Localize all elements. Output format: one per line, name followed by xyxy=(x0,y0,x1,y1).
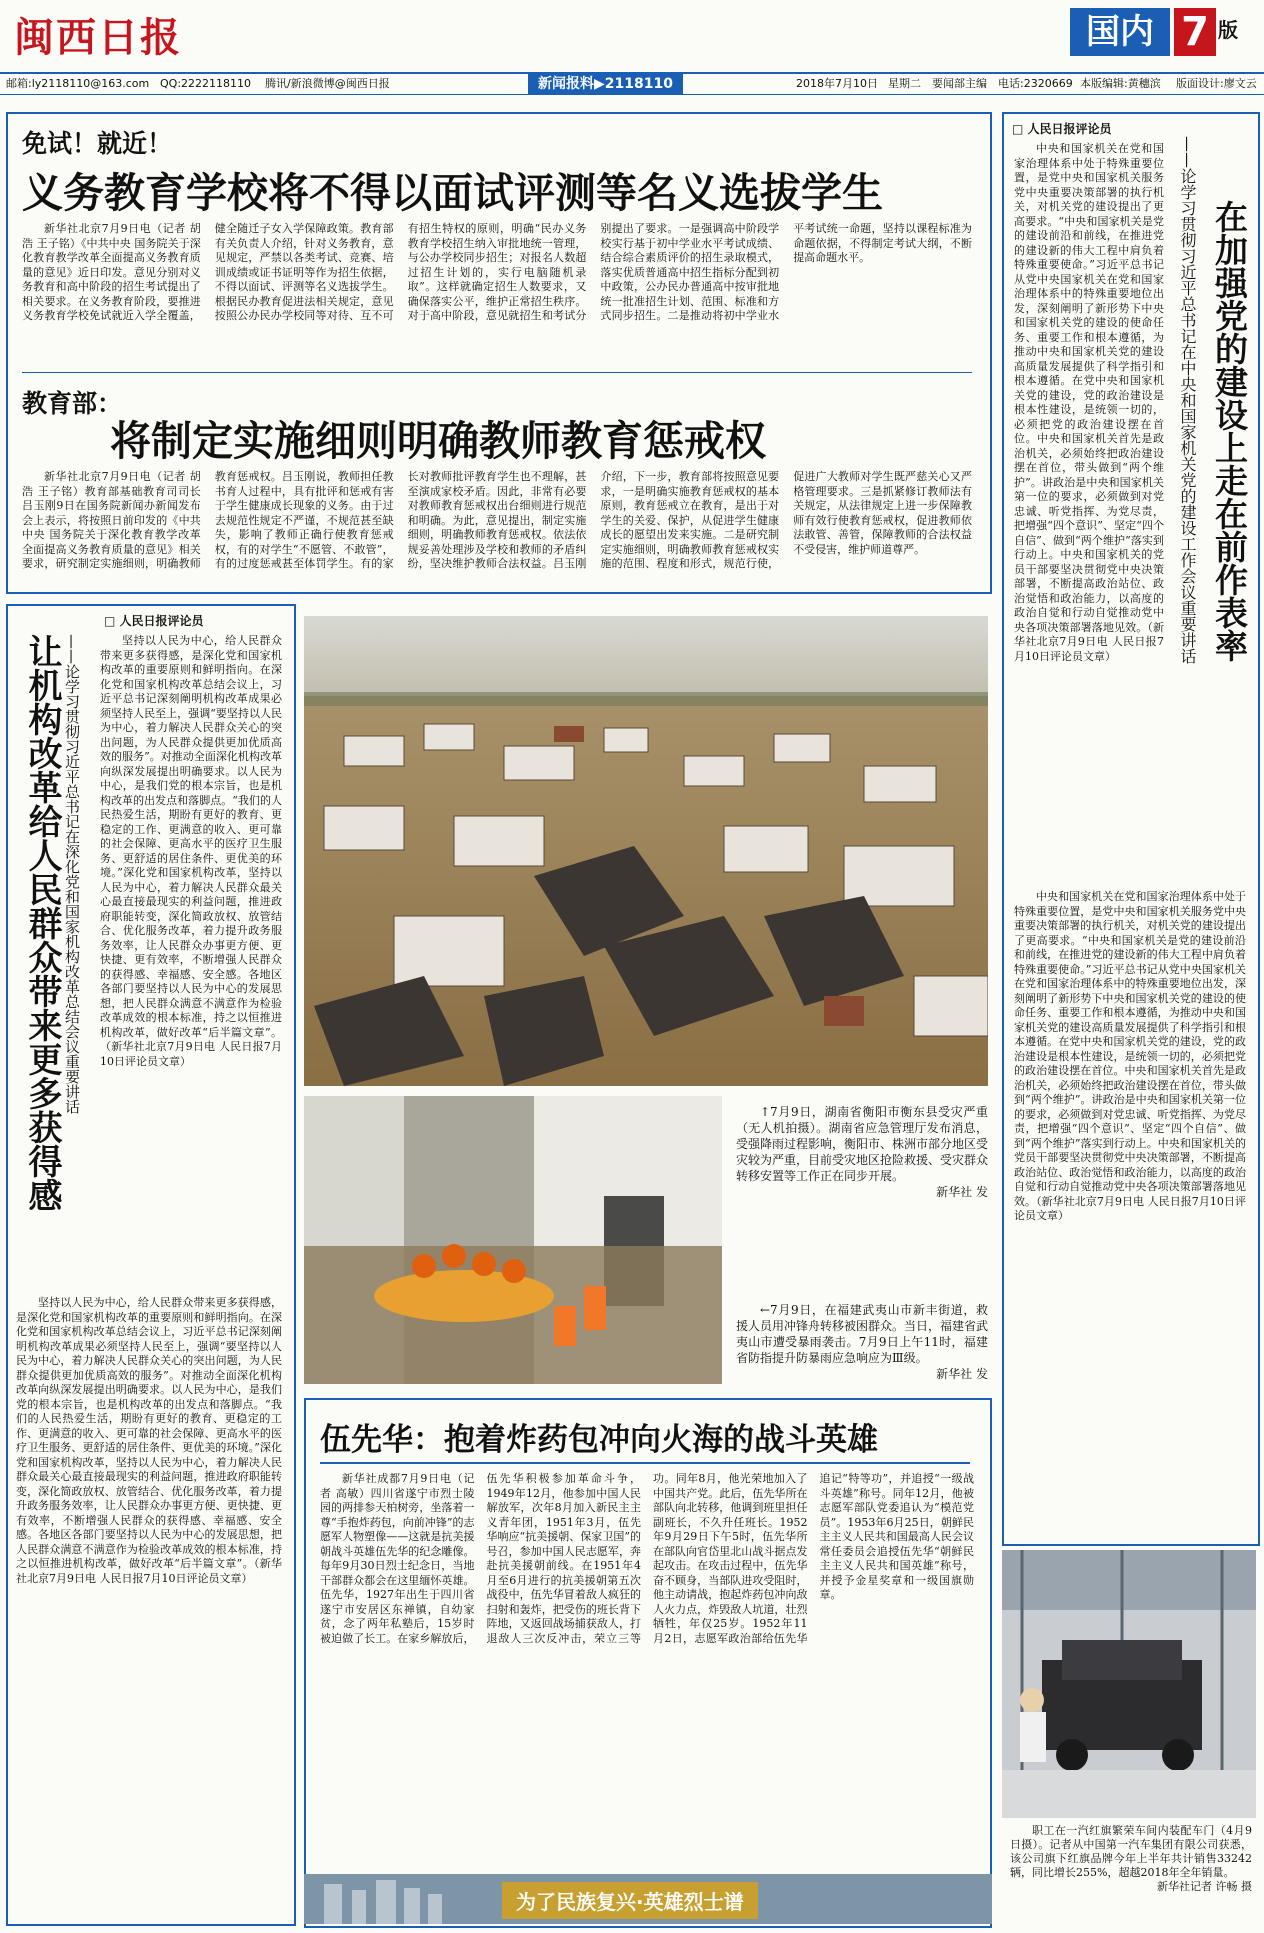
article3-subhead: ——论学习贯彻习近平总书记在中央和国家机关党的建设工作会议重要讲话 xyxy=(1178,136,1197,664)
article1-headline: 义务教育学校将不得以面试评测等名义选拔学生 xyxy=(22,169,883,217)
editor-text: 本版编辑:黄穗滨 xyxy=(1080,77,1161,90)
flood-credit: 新华社 发 xyxy=(936,1185,988,1199)
article1-paragraph: 新华社北京7月9日电（记者 胡浩 王子铭）《中共中央 国务院关于深化教育教学改革全面提高义务教育质量的意见》近日印发。意见分别对义务教育和高中阶段的招生考试提出了相关要求。在义务教育阶段，要推进义务教育学校免试就近入学全覆盖，健全随迁子女入学保障政策。教育部有关负责人介绍，针对义务教育，意见规定，严禁以各类考试、竞赛、培训成绩或证书证明等作为招生依据，不得以面试、评测等名义选拔学生。根据民办教育促进法相关规定，意见按照公办民办学校同等对待、互不可有招生特权的原则，明确“民办义务教育学校招生纳入审批地统一管理，与公办学校同步招生；对报名人数超过招生计划的，实行电脑随机录取”。这样就确定招生人数要求，又确保落实公平，维护正常招生秩序。对于高中阶段，意见就招生和考试分别提出了要求。一是强调高中阶段学校实行基于初中学业水平考试成绩、结合综合素质评价的招生录取模式，落实优质普通高中招生指标分配到初中政策，公办民办普通高中按审批地统一批准招生计划、范围、标准和方式同步招生。二是推动将初中学业水平考试统一命题，坚持以课程标准为命题依据，不得制定考试大纲，不断提高命题水平。 xyxy=(22,222,972,322)
article4-tag: □ 人民日报评论员 xyxy=(104,614,204,628)
article4-paragraph: 坚持以人民为中心，给人民群众带来更多获得感，是深化党和国家机构改革的重要原则和鲜明指向。在深化党和国家机构改革总结会议上，习近平总书记深刻阐明机构改革成果必须坚持人民至上，强调“要坚持以人民为中心，着力解决人民群众关心的突出问题，为人民群众提供更加优质高效的服务”。对推动全面深化机构改革向纵深发展提出明确要求。以人民为中心，是我们党的根本宗旨，也是机构改革的出发点和落脚点。“我们的人民热爱生活，期盼有更好的教育、更稳定的工作、更满意的收入、更可靠的社会保障、更高水平的医疗卫生服务、更舒适的居住条件、更优美的环境。”深化党和国家机构改革，坚持以人民为中心，着力解决人民群众最关心最直接最现实的利益问题，推进政府职能转变，深化简政放权、放管结合、优化服务改革，着力提升政务服务效率，让人民群众办事更方便、更快捷、更有效率，不断增强人民群众的获得感、幸福感、安全感。各地区各部门要坚持以人民为中心的发展思想，把人民群众满意不满意作为检验改革成效的根本标准，持之以恒推进机构改革，做好改革“后半篇文章”。（新华社北京7月9日电 人民日报7月10日评论员文章） xyxy=(100,634,282,1068)
dept-text: 要闻部主编 xyxy=(932,77,987,90)
article3-paragraph-cont: 中央和国家机关在党和国家治理体系中处于特殊重要位置，是党中央和国家机关服务党中央重要决策部署的执行机关，对机关党的建设提出了更高要求。“中央和国家机关是党的建设前沿和前线，在推进党的建设新的伟大工程中肩负着特殊重要使命。”习近平总书记从党中央国家机关在党和国家治理体系中的特殊重要地位出发，深刻阐明了新形势下中央和国家机关党的建设的使命任务、重要工作和根本遵循，为推动中央和国家机关党的建设高质量发展提供了科学指引和根本遵循。在党中央和国家机关党的建设，党的政治建设是根本性建设，是统领一切的，必须把党的政治建设摆在首位。中央和国家机关首先是政治机关，必须始终把政治建设摆在首位，带头做到“两个维护”。讲政治是中央和国家机关第一位的要求，必须做到对党忠诚、听党指挥、为党尽责，把增强“四个意识”、坚定“四个自信”、做到“两个维护”落实到行动上。中央和国家机关的党员干部要坚决贯彻党中央决策部署，不断提高政治站位、政治觉悟和政治能力，以高度的政治自觉和行动自觉推动党中央各项决策部署落地见效。（新华社北京7月9日电 人民日报7月10日评论员文章） xyxy=(1014,890,1246,1222)
article4-body-top xyxy=(100,634,282,1288)
factory-photo xyxy=(1002,1550,1256,1818)
article3-headline: 在加强党的建设上走在前作表率 xyxy=(1210,200,1249,662)
article4-body-bottom xyxy=(16,1296,282,1916)
article3-tag: □ 人民日报评论员 xyxy=(1012,122,1112,136)
article4-headline: 让机构改革给人民群众带来更多获得感 xyxy=(22,634,62,1212)
factory-credit: 新华社记者 许畅 摄 xyxy=(1157,1880,1252,1893)
weekday-text: 星期二 xyxy=(888,77,921,90)
series-banner: 为了民族复兴·英雄烈士谱 xyxy=(502,1882,758,1919)
weibo-text: 腾讯/新浪微博@闽西日报 xyxy=(265,77,390,90)
article5-body xyxy=(320,1472,974,1864)
factory-caption xyxy=(1010,1824,1252,1894)
rescue-caption xyxy=(736,1302,988,1382)
article4-subhead: ——论学习贯彻习近平总书记在深化党和国家机构改革总结会议重要讲话 xyxy=(63,634,81,1114)
info-bar xyxy=(0,72,1264,95)
article2-headline: 将制定实施细则明确教师教育惩戒权 xyxy=(110,417,766,465)
rescue-photo xyxy=(304,1096,722,1384)
hero-divider xyxy=(320,1462,970,1464)
qq-text: QQ:2222118110 xyxy=(160,77,252,90)
flood-aerial-image xyxy=(304,616,988,1086)
article3-paragraph: 中央和国家机关在党和国家治理体系中处于特殊重要位置，是党中央和国家机关服务党中央重要决策部署的执行机关，对机关党的建设提出了更高要求。“中央和国家机关是党的建设前沿和前线，在推进党的建设新的伟大工程中肩负着特殊重要使命。”习近平总书记从党中央国家机关在党和国家治理体系中的特殊重要地位出发，深刻阐明了新形势下中央和国家机关党的建设的使命任务、重要工作和根本遵循，为推动中央和国家机关党的建设高质量发展提供了科学指引和根本遵循。在党中央和国家机关党的建设，党的政治建设是根本性建设，是统领一切的，必须把党的政治建设摆在首位。中央和国家机关首先是政治机关，必须始终把政治建设摆在首位，带头做到“两个维护”。讲政治是中央和国家机关第一位的要求，必须做到对党忠诚、听党指挥、为党尽责，把增强“四个意识”、坚定“四个自信”、做到“两个维护”落实到行动上。中央和国家机关的党员干部要坚决贯彻党中央决策部署，不断提高政治站位、政治觉悟和政治能力，以高度的政治自觉和行动自觉推动党中央各项决策部署落地见效。（新华社北京7月9日电 人民日报7月10日评论员文章） xyxy=(1014,142,1164,663)
article2-kicker: 教育部： xyxy=(22,389,123,418)
article4-paragraph-cont: 坚持以人民为中心，给人民群众带来更多获得感，是深化党和国家机构改革的重要原则和鲜明指向。在深化党和国家机构改革总结会议上，习近平总书记深刻阐明机构改革成果必须坚持人民至上，强调“要坚持以人民为中心，着力解决人民群众关心的突出问题，为人民群众提供更加优质高效的服务”。对推动全面深化机构改革向纵深发展提出明确要求。以人民为中心，是我们党的根本宗旨，也是机构改革的出发点和落脚点。“我们的人民热爱生活，期盼有更好的教育、更稳定的工作、更满意的收入、更可靠的社会保障、更高水平的医疗卫生服务、更舒适的居住条件、更优美的环境。”深化党和国家机构改革，坚持以人民为中心，着力解决人民群众最关心最直接最现实的利益问题，推进政府职能转变，深化简政放权、放管结合、优化服务改革，着力提升政务服务效率，让人民群众办事更方便、更快捷、更有效率，不断增强人民群众的获得感、幸福感、安全感。各地区各部门要坚持以人民为中心的发展思想，把人民群众满意不满意作为检验改革成效的根本标准，持之以恒推进机构改革，做好改革“后半篇文章”。（新华社北京7月9日电 人民日报7月10日评论员文章） xyxy=(16,1296,282,1585)
page-number: 7 xyxy=(1174,8,1216,56)
factory-caption-text: 职工在一汽红旗繁荣车间内装配车门（4月9日摄）。记者从中国第一汽车集团有限公司获悉，该公司旗下红旗品牌今年上半年共计销售33242辆，同比增长255%，超越2018年全年销量。 xyxy=(1010,1824,1252,1879)
section-label: 国内 xyxy=(1070,8,1170,56)
article1-body xyxy=(22,222,972,366)
divider xyxy=(22,372,972,373)
article3-body-top xyxy=(1014,142,1164,882)
rescue-caption-text: ←7月9日，在福建武夷山市新丰街道，救援人员用冲锋舟转移被困群众。当日，福建省武夷山市遭受暴雨袭击。7月9日上午11时，福建省防指提升防暴雨应急响应为Ⅲ级。 xyxy=(736,1303,989,1365)
hotline-badge: 新闻报料▶2118110 xyxy=(528,74,683,94)
article3-body-bottom xyxy=(1014,890,1246,1534)
article1-kicker: 免试！就近！ xyxy=(22,129,173,158)
flood-caption xyxy=(736,1104,988,1200)
article2-body xyxy=(22,470,972,584)
rescue-credit: 新华社 发 xyxy=(936,1367,988,1381)
newspaper-logo: 闽西日报 xyxy=(14,14,182,61)
designer-text: 版面设计:廖文云 xyxy=(1176,77,1257,90)
flood-aerial-photo xyxy=(304,616,988,1086)
flood-caption-text: ↑7月9日，湖南省衡阳市衡东县受灾严重（无人机拍摄）。湖南省应急管理厅发布消息，受强降雨过程影响，衡阳市、株洲市部分地区受灾较为严重，目前受灾地区抢险救援、受灾群众转移安置等工作正在同步开展。 xyxy=(736,1105,989,1183)
email-text: 邮箱:ly2118110@163.com xyxy=(6,77,150,90)
rescue-image xyxy=(304,1096,722,1384)
article2-paragraph: 新华社北京7月9日电（记者 胡浩 王子铭）教育部基础教育司司长吕玉刚9日在国务院新闻办新闻发布会上表示，将按照日前印发的《中共中央 国务院关于深化教育教学改革全面提高义务教育质量的意见》相关要求，研究制定实施细则，明确教师教育惩戒权。吕玉刚说，教师担任教书育人过程中，具有批评和惩戒有害于学生健康成长现象的义务。由于过去规范性规定不严谨，不规范甚至缺失，影响了教师正确行使教育惩戒权，有的对学生“不愿管、不敢管”，有的过度惩戒甚至体罚学生。有的家长对教师批评教育学生也不理解，甚至演成家校矛盾。因此，非常有必要对教师教育惩戒权出台细则进行规范和明确。为此，意见提出，制定实施细则，明确教师教育惩戒权。依法依规妥善处理涉及学校和教师的矛盾纠纷，坚决维护教师合法权益。吕玉刚介绍，下一步，教育部将按照意见要求，一是明确实施教育惩戒权的基本原则，教育惩戒立在教育，是出于对学生的关爱、保护，从促进学生健康成长的愿望出发来实施。二是研究制定实施细则，明确教师教育惩戒权实施的范围、程度和形式，规范行使，促进广大教师对学生既严慈关心又严格管理要求。三是抓紧修订教师法有关规定，从法律规定上进一步保障教师有效行使教育惩戒权，促进教师依法敢管、善管，保障教师的合法权益不受侵害，维护师道尊严。 xyxy=(22,470,972,570)
article5-headline: 伍先华：抱着炸药包冲向火海的战斗英雄 xyxy=(320,1422,878,1458)
phone-text: 电话:2320669 xyxy=(998,77,1073,90)
date-text: 2018年7月10日 xyxy=(796,77,878,90)
article5-paragraph: 新华社成都7月9日电（记者 高敏）四川省遂宁市烈士陵园的两排参天柏树旁，坐落着一尊“手抱炸药包，向前冲锋”的志愿军人物塑像——这就是抗美援朝战斗英雄伍先华的纪念雕像。每年9月30日烈士纪念日，当地干部群众都会在这里缅怀英雄。伍先华，1927年出生于四川省遂宁市安居区东禅镇，自幼家贫，念了两年私塾后，15岁时被迫做了长工。在家乡解放后，伍先华积极参加革命斗争，1949年12月，他参加中国人民解放军，次年8月加入新民主主义青年团，1951年3月，伍先华响应“抗美援朝、保家卫国”的号召，参加中国人民志愿军，奔赴抗美援朝前线。在1951年4月至6月进行的抗美援朝第五次战役中，伍先华冒着敌人疯狂的扫射和轰炸，把受伤的班长背下阵地，又返回战场捕获敌人，打退敌人三次反冲击，荣立三等功。同年8月，他光荣地加入了中国共产党。此后，伍先华所在部队向北转移，他调到班里担任副班长，不久升任班长。1952年9月29日下午5时，伍先华所在部队向官岱里北山战斗据点发起攻击。在攻击过程中，伍先华奋不顾身，当部队进攻受阻时，他主动请战，抱起炸药包冲向敌人火力点，炸毁敌人坑道，壮烈牺牲，年仅25岁。1952年11月2日，志愿军政治部给伍先华追记“特等功”，并追授“一级战斗英雄”称号。同年12月，他被志愿军部队党委追认为“模范党员”。1953年6月25日，朝鲜民主主义人民共和国最高人民会议常任委员会追授伍先华“朝鲜民主主义人民共和国英雄”称号，并授予金星奖章和一级国旗勋章。 xyxy=(320,1472,974,1645)
page-unit: 版 xyxy=(1218,18,1238,42)
factory-image xyxy=(1002,1550,1256,1818)
